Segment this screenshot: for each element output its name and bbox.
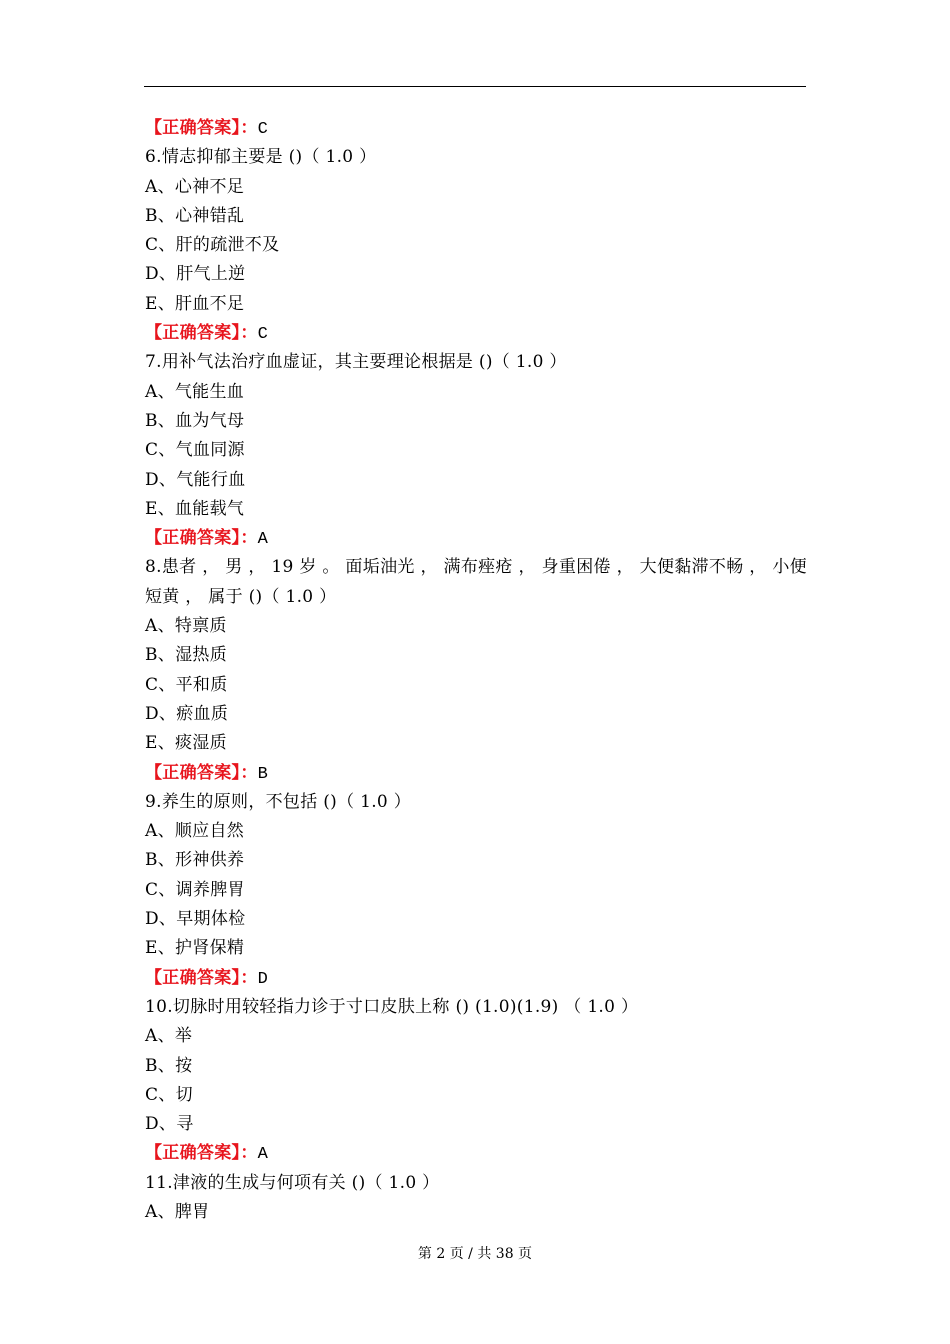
- option-text: D、肝气上逆: [145, 264, 246, 285]
- option-text: E、护肾保精: [145, 938, 245, 959]
- option-text: C、平和质: [145, 674, 228, 695]
- option-text: C、切: [145, 1084, 193, 1105]
- correct-answer-line: [145, 524, 807, 553]
- correct-answer-line: [145, 319, 807, 348]
- correct-answer-label: 【正确答案】: [145, 323, 241, 344]
- option-text: A、特禀质: [145, 616, 227, 637]
- option-text: D、早期体检: [145, 909, 246, 930]
- option-text: E、肝血不足: [145, 293, 245, 314]
- option-text: A、心神不足: [145, 176, 245, 197]
- correct-answer-separator: ：: [240, 323, 258, 344]
- question-text: 11.津液的生成与何项有关 ()（ 1.0 ）: [145, 1172, 440, 1193]
- correct-answer-value: B: [257, 764, 269, 784]
- correct-answer-separator: ：: [240, 528, 258, 549]
- option-text: B、心神错乱: [145, 205, 245, 226]
- question-text: 9.养生的原则，不包括 ()（ 1.0 ）: [145, 791, 412, 812]
- correct-answer-value: D: [257, 969, 269, 989]
- question-list: [145, 114, 807, 1227]
- option-text: C、气血同源: [145, 440, 245, 461]
- option-text: A、举: [145, 1026, 193, 1047]
- option-text: A、气能生血: [145, 381, 245, 402]
- correct-answer-separator: ：: [240, 762, 258, 783]
- option-text: D、气能行血: [145, 469, 246, 490]
- option-text: A、顺应自然: [145, 821, 245, 842]
- correct-answer-label: 【正确答案】: [145, 967, 241, 988]
- header-rule: [144, 86, 806, 87]
- option-text: A、脾胃: [145, 1201, 210, 1222]
- option-text: D、瘀血质: [145, 703, 229, 724]
- option-text: B、血为气母: [145, 410, 245, 431]
- correct-answer-label: 【正确答案】: [145, 762, 241, 783]
- correct-answer-label: 【正确答案】: [145, 1143, 241, 1164]
- question-text: 10.切脉时用较轻指力诊于寸口皮肤上称 () (1.0)(1.9) （ 1.0 ）: [145, 996, 639, 1017]
- correct-answer-separator: ：: [240, 967, 258, 988]
- correct-answer-label: 【正确答案】: [145, 528, 241, 549]
- correct-answer-separator: ：: [240, 118, 258, 138]
- correct-answer-line: [145, 759, 807, 788]
- page-footer: 第 2 页 / 共 38 页: [417, 1246, 533, 1262]
- option-text: E、血能载气: [145, 498, 245, 519]
- correct-answer-line: [145, 1139, 807, 1168]
- correct-answer-separator: ：: [240, 1143, 258, 1164]
- correct-answer-value: A: [257, 1145, 269, 1165]
- question-text: 8.患者 ， 男 ， 19 岁 。 面垢油光 ， 满布痤疮 ， 身重困倦 ， 大便黏滞不畅 ， 小便短黄 ， 属于 ()（ 1.0 ）: [145, 557, 807, 607]
- correct-answer-line: [145, 964, 807, 993]
- correct-answer-value: C: [257, 120, 269, 139]
- option-text: B、形神供养: [145, 850, 245, 871]
- correct-answer-line: [145, 114, 807, 143]
- question-text: 6.情志抑郁主要是 ()（ 1.0 ）: [145, 147, 377, 168]
- correct-answer-value: A: [257, 530, 269, 550]
- option-text: B、湿热质: [145, 645, 227, 666]
- option-text: C、调养脾胃: [145, 879, 245, 900]
- question-text: 7.用补气法治疗血虚证，其主要理论根据是 ()（ 1.0 ）: [145, 352, 567, 373]
- correct-answer-value: C: [257, 325, 269, 345]
- option-text: B、按: [145, 1055, 193, 1076]
- correct-answer-label: 【正确答案】: [145, 118, 241, 138]
- option-text: D、寻: [145, 1114, 194, 1135]
- option-text: C、肝的疏泄不及: [145, 235, 280, 256]
- option-text: E、痰湿质: [145, 733, 227, 754]
